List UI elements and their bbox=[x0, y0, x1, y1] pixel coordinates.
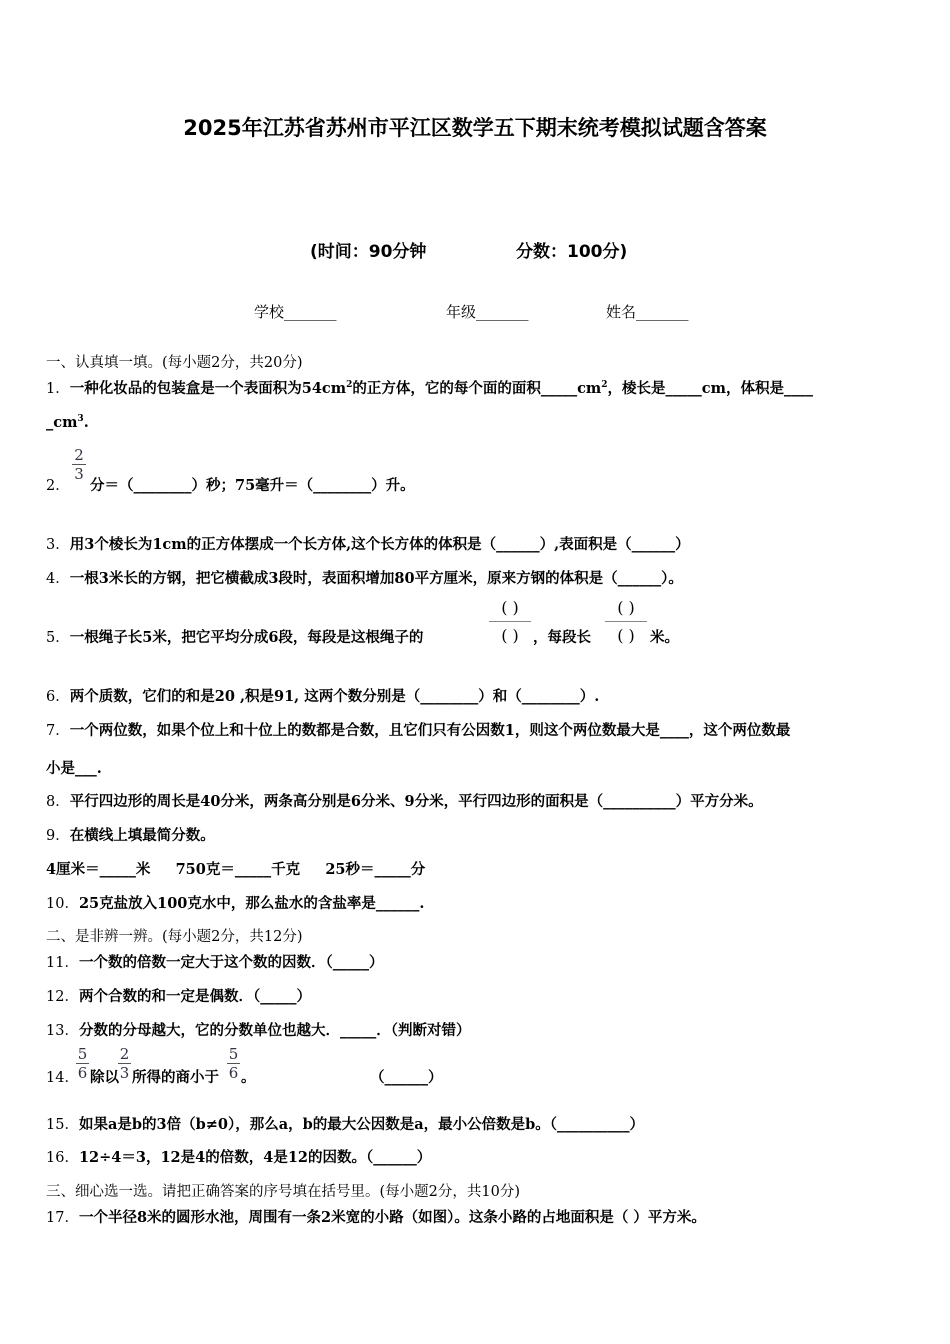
fraction-bar bbox=[605, 621, 647, 622]
question-9 bbox=[46, 824, 215, 845]
numerator: 2 bbox=[119, 1045, 130, 1063]
numerator: 5 bbox=[228, 1045, 239, 1063]
question-text: 一根3米长的方钢，把它横截成3段时，表面积增加80平方厘米，原来方钢的体积是（______）。 bbox=[69, 570, 683, 587]
superscript: 2 bbox=[346, 380, 353, 391]
question-9-blanks: 4厘米＝_____米 750克＝_____千克 25秒＝_____分 bbox=[46, 861, 426, 878]
question-14 bbox=[46, 1066, 79, 1087]
question-text: 12÷4＝3，12是4的倍数，4是12的因数。（______） bbox=[78, 1149, 432, 1166]
blank-fraction-2 bbox=[605, 598, 647, 645]
question-number: 5． bbox=[46, 630, 70, 646]
question-number: 2． bbox=[46, 478, 70, 494]
denominator-blank: ( ) bbox=[501, 626, 519, 645]
question-17 bbox=[46, 1206, 706, 1227]
question-text: 用3个棱长为1cm的正方体摆成一个长方体,这个长方体的体积是（______）,表面积是（______） bbox=[69, 536, 690, 553]
question-3 bbox=[46, 533, 690, 554]
time-label: (时间：90分钟 bbox=[310, 242, 427, 262]
score-label: 分数：100分) bbox=[516, 242, 628, 262]
blank-fraction-1 bbox=[489, 598, 531, 645]
question-text: 除以 bbox=[90, 1069, 119, 1086]
question-7-continued: 小是___. bbox=[46, 760, 102, 777]
question-text: 25克盐放入100克水中，那么盐水的含盐率是______. bbox=[78, 895, 425, 912]
question-number: 17． bbox=[46, 1210, 79, 1226]
question-text: 一根绳子长5米，把它平均分成6段，每段是这根绳子的 bbox=[69, 629, 424, 646]
question-11 bbox=[46, 951, 383, 972]
question-number: 14． bbox=[46, 1070, 79, 1086]
question-number: 13． bbox=[46, 1023, 79, 1039]
question-text: 两个质数，它们的和是20 ,积是91, 这两个数分别是（________）和（________）. bbox=[69, 688, 600, 705]
superscript: 2 bbox=[601, 380, 608, 391]
question-number: 12． bbox=[46, 989, 79, 1005]
fraction-five-sixths bbox=[227, 1046, 240, 1081]
question-text: 的正方体，它的每个面的面积_____cm bbox=[352, 380, 602, 397]
question-2 bbox=[46, 474, 70, 495]
question-text: 一种化妆品的包装盒是一个表面积为54cm bbox=[69, 380, 347, 397]
question-text: ，棱长是_____cm，体积是____ bbox=[607, 380, 813, 397]
question-text: 两个合数的和一定是偶数．（_____） bbox=[78, 988, 311, 1005]
fraction-two-thirds bbox=[72, 447, 86, 482]
question-10 bbox=[46, 892, 424, 913]
question-12 bbox=[46, 985, 311, 1006]
numerator: 5 bbox=[77, 1045, 88, 1063]
question-text: ，每段长 bbox=[533, 629, 591, 646]
question-text: 一个半径8米的圆形水池，周围有一条2米宽的小路（如图）。这条小路的占地面积是（ ）平方米。 bbox=[78, 1209, 706, 1226]
numerator-blank: ( ) bbox=[501, 598, 519, 617]
question-1 bbox=[46, 377, 813, 398]
denominator: 3 bbox=[74, 465, 84, 483]
question-text: . bbox=[83, 414, 89, 431]
question-7 bbox=[46, 719, 790, 740]
question-number: 3． bbox=[46, 537, 70, 553]
fraction-two-thirds bbox=[118, 1046, 131, 1081]
question-number: 4． bbox=[46, 571, 70, 587]
question-number: 15． bbox=[46, 1117, 79, 1133]
section-heading-3: 三、细心选一选。请把正确答案的序号填在括号里。(每小题2分，共10分) bbox=[46, 1184, 520, 1200]
numerator-blank: ( ) bbox=[617, 598, 635, 617]
numerator: 2 bbox=[74, 446, 84, 464]
question-number: 11． bbox=[46, 955, 79, 971]
question-number: 8． bbox=[46, 794, 70, 810]
question-number: 6． bbox=[46, 689, 70, 705]
question-text: 分＝（________）秒；75毫升＝（________）升。 bbox=[90, 477, 415, 494]
question-15 bbox=[46, 1113, 644, 1134]
denominator-blank: ( ) bbox=[617, 626, 635, 645]
school-field: 学校_______ bbox=[254, 303, 337, 321]
question-number: 1． bbox=[46, 381, 70, 397]
question-text: 一个两位数，如果个位上和十位上的数都是合数，且它们只有公因数1，则这个两位数最大是____，这个两位数最 bbox=[69, 722, 791, 739]
denominator: 6 bbox=[228, 1064, 239, 1082]
question-number: 9． bbox=[46, 828, 70, 844]
section-heading-1: 一、认真填一填。(每小题2分，共20分) bbox=[46, 355, 303, 371]
document-title: 2025年江苏省苏州市平江区数学五下期末统考模拟试题含答案 bbox=[183, 116, 767, 140]
question-8 bbox=[46, 790, 763, 811]
question-number: 10． bbox=[46, 896, 79, 912]
question-text: 在横线上填最简分数。 bbox=[69, 827, 215, 844]
question-number: 7． bbox=[46, 723, 70, 739]
question-text: 所得的商小于 bbox=[132, 1069, 219, 1086]
question-text: 如果a是b的3倍（b≠0），那么a，b的最大公因数是a，最小公倍数是b。（__________） bbox=[78, 1116, 645, 1133]
question-1-continued bbox=[46, 414, 89, 431]
question-text: 一个数的倍数一定大于这个数的因数．（_____） bbox=[78, 954, 384, 971]
fraction-bar bbox=[489, 621, 531, 622]
question-13 bbox=[46, 1019, 470, 1040]
answer-blank: （______） bbox=[370, 1069, 443, 1086]
grade-field: 年级_______ bbox=[446, 303, 529, 321]
fraction-five-sixths bbox=[76, 1046, 89, 1081]
question-5 bbox=[46, 626, 423, 647]
question-4 bbox=[46, 567, 683, 588]
question-text: 分数的分母越大，它的分数单位也越大．_____．（判断对错） bbox=[78, 1022, 471, 1039]
question-16 bbox=[46, 1146, 431, 1167]
question-text: _cm bbox=[46, 414, 78, 431]
question-number: 16． bbox=[46, 1150, 79, 1166]
superscript: 3 bbox=[77, 414, 84, 425]
denominator: 6 bbox=[77, 1064, 88, 1082]
name-field: 姓名_______ bbox=[606, 303, 689, 321]
question-text: 平行四边形的周长是40分米，两条高分别是6分米、9分米，平行四边形的面积是（__________）平方分米。 bbox=[69, 793, 763, 810]
denominator: 3 bbox=[119, 1064, 130, 1082]
question-6 bbox=[46, 685, 599, 706]
section-heading-2: 二、是非辨一辨。(每小题2分，共12分) bbox=[46, 929, 303, 945]
question-text: 。 bbox=[241, 1069, 256, 1086]
question-text: 米。 bbox=[650, 629, 679, 646]
